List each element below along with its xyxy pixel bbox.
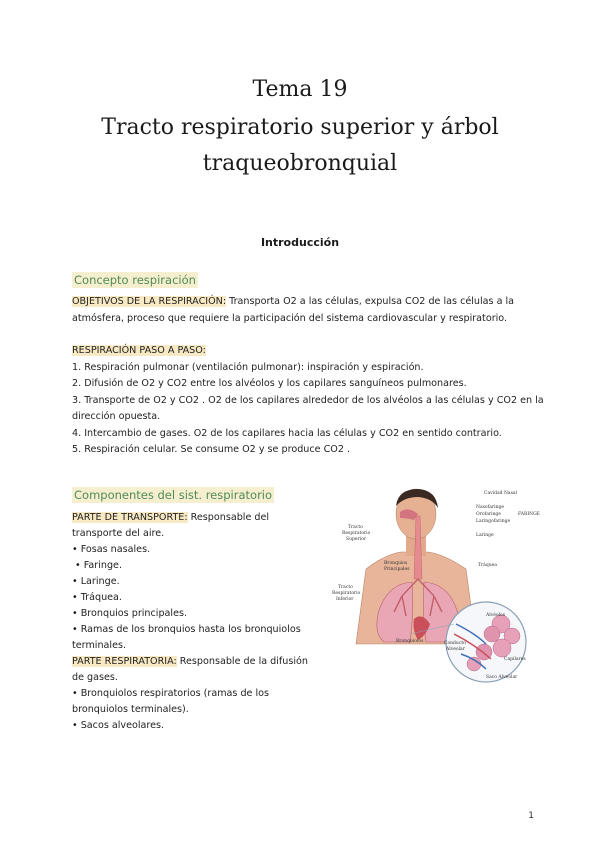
label-tracto-inferior: Respiratorio bbox=[332, 591, 361, 596]
step-item: 1. Respiración pulmonar (ventilación pulmonar): inspiración y espiración. bbox=[72, 361, 424, 373]
label-tracto-superior: Respiratorio bbox=[342, 531, 371, 536]
section-heading-text: Componentes del sist. respiratorio bbox=[74, 488, 273, 502]
label-saco-alveolar: Saco Alveolar bbox=[486, 675, 518, 680]
section-heading-concepto bbox=[72, 273, 198, 287]
label-bronquios: Bronquios bbox=[384, 561, 408, 566]
respiratory-item: • Sacos alveolares. bbox=[72, 720, 165, 731]
label-bronquios: Principales bbox=[384, 567, 410, 572]
transport-item: • Ramas de los bronquios hasta los bronquiolos bbox=[72, 624, 301, 635]
label-tracto-superior: Superior bbox=[346, 537, 366, 542]
label-tracto-inferior: Tracto bbox=[338, 585, 353, 590]
label-conducto-alveolar: Alveolar bbox=[446, 647, 465, 652]
transport-item: • Tráquea. bbox=[72, 592, 122, 603]
transport-text: Responsable del bbox=[187, 512, 270, 523]
transport-label: PARTE DE TRANSPORTE: bbox=[72, 512, 188, 523]
section-heading-componentes bbox=[72, 488, 274, 502]
respiratory-system-illustration bbox=[326, 484, 544, 694]
label-capilares: Capilares bbox=[504, 657, 526, 662]
label-alveolos: Alvéolos bbox=[486, 613, 506, 618]
label-conducto-alveolar: Conducto bbox=[444, 641, 466, 646]
label-traquea: Tráquea bbox=[478, 563, 497, 568]
transport-item: • Fosas nasales. bbox=[72, 544, 151, 555]
page-title-line2: Tracto respiratorio superior y árbol bbox=[101, 115, 499, 140]
page-title-line3: traqueobronquial bbox=[202, 151, 398, 176]
step-item: 2. Difusión de O2 y CO2 entre los alvéolos y los capilares sanguíneos pulmonares. bbox=[72, 378, 467, 389]
respiratory-text: Responsable de la difusión bbox=[176, 656, 309, 667]
step-item: dirección opuesta. bbox=[72, 411, 161, 422]
transport-item: • Faringe. bbox=[72, 560, 123, 571]
steps-label: RESPIRACIÓN PASO A PASO: bbox=[72, 345, 206, 356]
label-tracto-superior: Tracto bbox=[348, 525, 363, 530]
label-laringofaringe: Laringofaringe bbox=[476, 519, 511, 524]
respiratory-label: PARTE RESPIRATORIA: bbox=[72, 656, 177, 667]
objectives-label: OBJETIVOS DE LA RESPIRACIÓN: bbox=[72, 296, 227, 307]
transport-item: terminales. bbox=[72, 640, 127, 651]
section-heading-text: Concepto respiración bbox=[74, 273, 196, 287]
step-item: 5. Respiración celular. Se consume O2 y se produce CO2 . bbox=[72, 444, 351, 455]
components-list bbox=[72, 510, 317, 734]
objectives-text: Transporta O2 a las células, expulsa CO2 de las células a la bbox=[226, 296, 515, 307]
steps-paragraph bbox=[72, 343, 544, 459]
objectives-text-cont: atmósfera, proceso que requiere la participación del sistema cardiovascular y respiratorio. bbox=[72, 312, 508, 324]
page-number: 1 bbox=[528, 811, 534, 821]
page-title-line1: Tema 19 bbox=[252, 77, 348, 102]
step-item: 3. Transporte de O2 y CO2 . O2 de los capilares alrededor de los alvéolos a las células y CO2 en la bbox=[72, 394, 544, 406]
respiratory-item: bronquiolos terminales). bbox=[72, 704, 189, 715]
intro-heading: Introducción bbox=[260, 236, 340, 249]
label-laringe: Laringe bbox=[476, 533, 494, 538]
label-bronquiolos: Bronquiolos bbox=[396, 639, 424, 644]
respiratory-item: • Bronquiolos respiratorios (ramas de los bbox=[72, 688, 270, 699]
respiratory-text-cont: de gases. bbox=[72, 672, 118, 683]
label-cavidad-nasal: Cavidad Nasal bbox=[484, 491, 518, 496]
label-nasofaringe: Nasofaringe bbox=[476, 505, 505, 510]
transport-text-cont: transporte del aire. bbox=[72, 528, 165, 539]
step-item: 4. Intercambio de gases. O2 de los capilares hacia las células y CO2 en sentido contrario. bbox=[72, 427, 502, 439]
transport-item: • Laringe. bbox=[72, 576, 120, 587]
label-orofaringe: Orofaringe bbox=[476, 512, 501, 517]
label-faringe: FARINGE bbox=[518, 512, 540, 517]
transport-item: • Bronquios principales. bbox=[72, 608, 188, 619]
label-tracto-inferior: Inferior bbox=[336, 597, 354, 602]
objectives-paragraph bbox=[72, 294, 532, 327]
